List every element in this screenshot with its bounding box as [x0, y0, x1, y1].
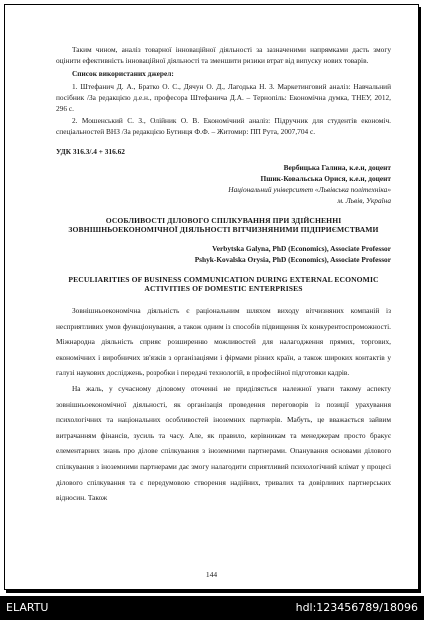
repository-footer	[0, 596, 424, 620]
body-paragraph: Зовнішньоекономічна діяльність є раціональним шляхом виходу вітчизняних компаній із несприятливих умов функціонування, а також одним із способів підвищення їх конкурентоспроможності. Міжнародна діяльність сприяє розширенню можливостей для налагодження прямих, торгових, економічних і виробничих зв'язків з організаціями і фірмами різних країн, а також широких контактів у галузі наукових досліджень, розробки і передачі технологій, в професійної підготовки кадрів.	[56, 305, 391, 378]
author-ua: Пшик-Ковальська Орися, к.е.н, доцент	[260, 174, 391, 184]
university-name: Національний університет «Львівська політехніка»	[228, 184, 391, 194]
title-en: PECULIARITIES OF BUSINESS COMMUNICATION DURING EXTERNAL ECONOMIC ACTIVITIES OF DOMESTIC ENTERPRISES	[68, 274, 379, 294]
author-en: Pshyk-Kovalska Orysia, PhD (Economics), Associate Professor	[194, 254, 391, 264]
udc-code: УДК 316.3/.4 + 316.62	[56, 147, 125, 157]
page-number: 144	[205, 570, 218, 579]
reference-item: 2. Мошенський С. З., Олійник О. В. Економічний аналіз: Підручник для студентів економіч. спеціальностей ВНЗ /За редакцією Бутинця Ф.Ф. – Житомир: ПП Рута, 2007,704 с.	[56, 116, 391, 137]
city-name: м. Львів, Україна	[337, 195, 391, 205]
page-content	[56, 45, 391, 506]
author-en: Verbytska Galyna, PhD (Economics), Associate Professor	[212, 243, 391, 253]
body-paragraph: На жаль, у сучасному діловому оточенні не приділяється належної уваги такому аспекту зовнішньоекономічної діяльності, як організація проведення переговорів із позиції урахування психологічних та національних особливостей іноземних партнерів. Мабуть, це вважається зайвим витрачанням фінансів, зусиль та часу. Але, як правило, керівникам та менеджерам просто бракує елементарних знань про ділове спілкування з іноземними партнерами. Опанування основами ділового спілкування з іноземними партнерами дає змогу налагодити сприятливий психологічний клімат у процесі ділового спілкування та є передумовою створення надійних, тривалих та довірливих партнерських відносин. Також	[56, 383, 391, 503]
document-page	[4, 4, 419, 590]
references-heading: Список використаних джерел:	[72, 68, 174, 78]
author-ua: Вербицька Галина, к.е.н, доцент	[283, 163, 391, 173]
footer-handle[interactable]: hdl:123456789/18096	[295, 601, 418, 614]
title-ua: ОСОБЛИВОСТІ ДІЛОВОГО СПІЛКУВАННЯ ПРИ ЗДІЙСНЕННІ ЗОВНІШНЬОЕКОНОМІЧНОЇ ДІЯЛЬНОСТІ ВІТЧИЗНЯНИМИ ПІДПРИЄМСТВАМИ	[68, 215, 379, 235]
footer-repository-name: ELARTU	[6, 601, 49, 614]
intro-paragraph: Таким чином, аналіз товарної інноваційної діяльності за зазначеними напрямками дасть змогу оцінити ефективність інноваційної діяльності та зменшити ризики втрат від випуску нових товарів.	[56, 45, 391, 65]
reference-item: 1. Штефанич Д. А., Братко О. С., Дячун О. Д., Лагодька Н. З. Маркетинговий аналіз: Навчальний посібник /За редакцією д.е.н., професора Штефанича Д.А. – Тернопіль: Економічна думка, ТНЕУ, 2012, 296 с.	[56, 81, 391, 113]
